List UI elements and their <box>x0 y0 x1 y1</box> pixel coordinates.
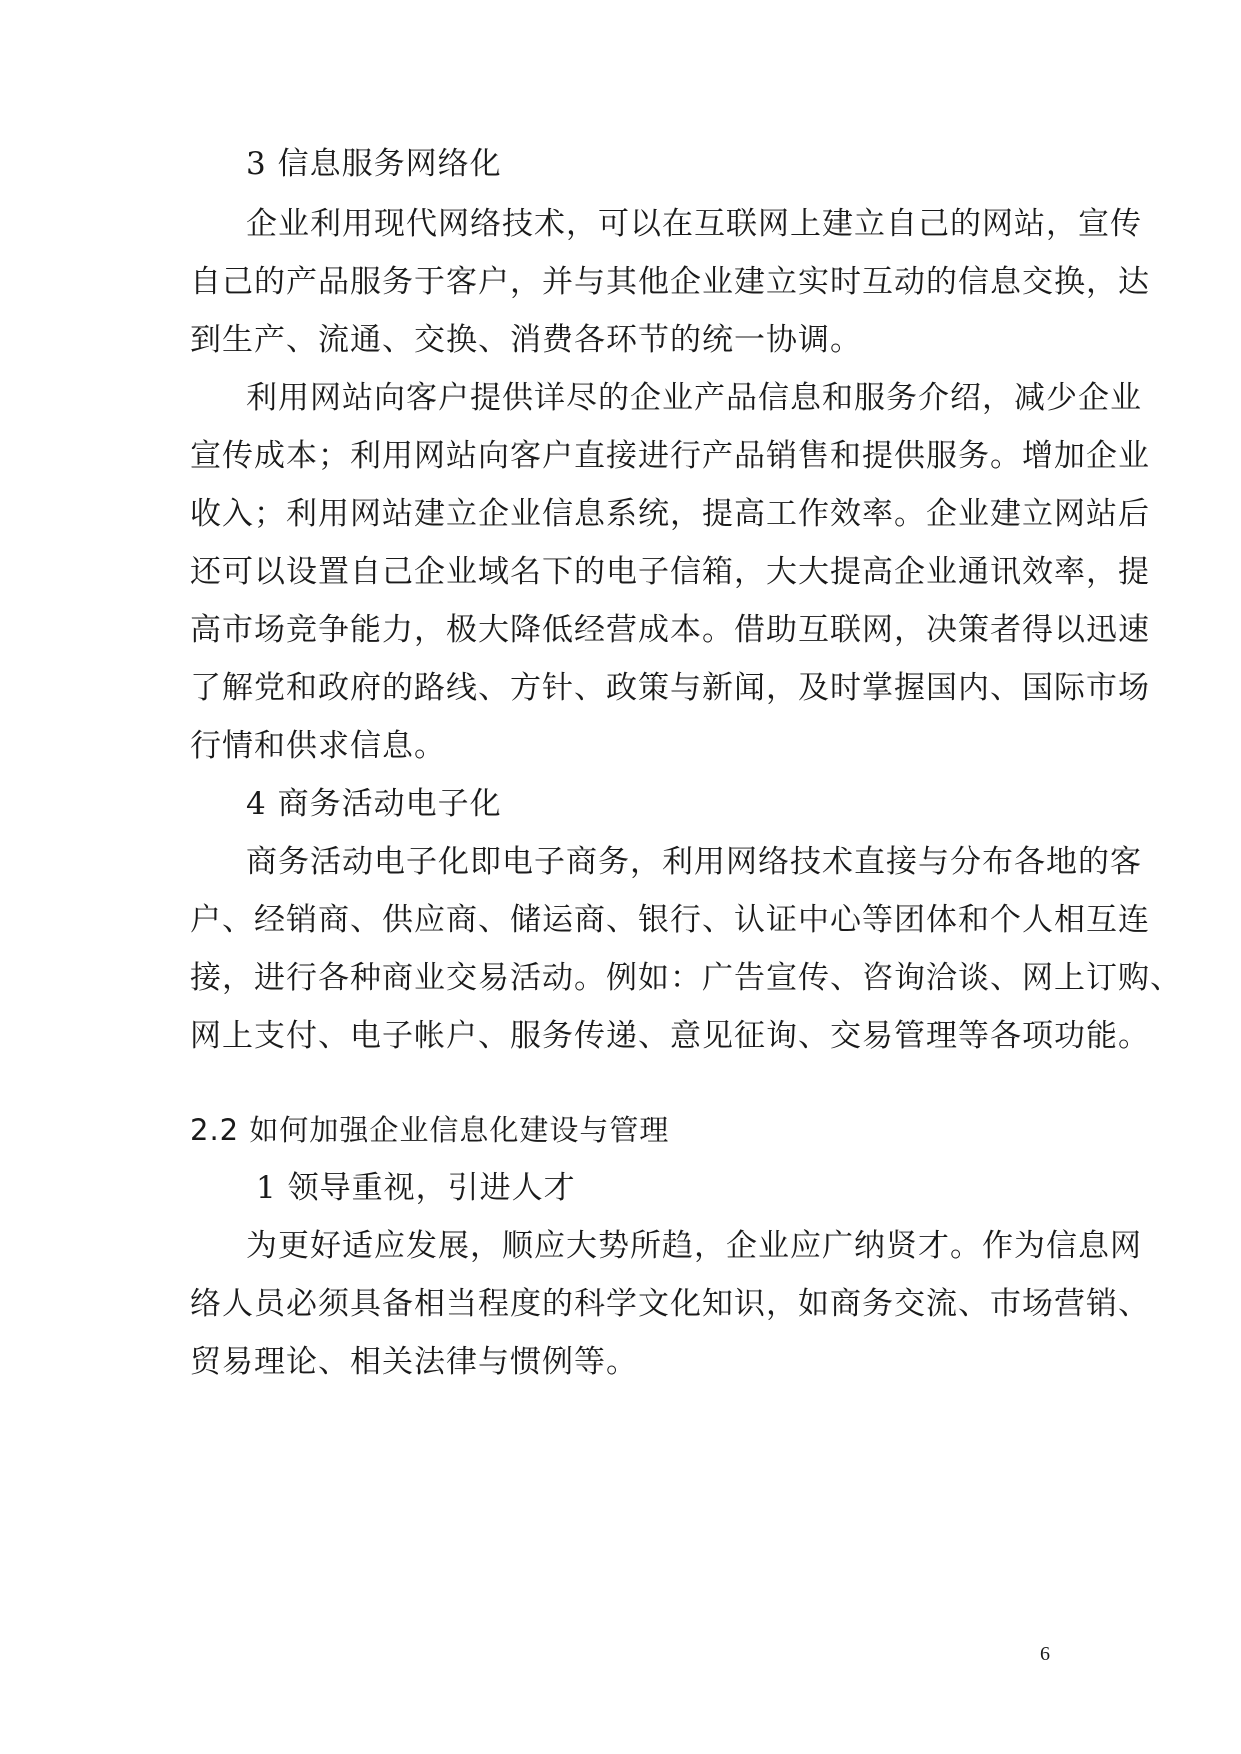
section-3-paragraph-2-line-1: 利用网站向客户提供详尽的企业产品信息和服务介绍，减少企业 <box>246 380 1142 416</box>
section-2-2-paragraph-1-line-3: 贸易理论、相关法律与惯例等。 <box>190 1344 638 1380</box>
section-4-paragraph-1-line-2: 户、经销商、供应商、储运商、银行、认证中心等团体和个人相互连 <box>190 902 1150 938</box>
section-3-paragraph-1-line-2: 自己的产品服务于客户，并与其他企业建立实时互动的信息交换，达 <box>190 264 1150 300</box>
section-4-paragraph-1-line-1: 商务活动电子化即电子商务，利用网络技术直接与分布各地的客 <box>246 844 1142 880</box>
section-4-paragraph-1-line-4: 网上支付、电子帐户、服务传递、意见征询、交易管理等各项功能。 <box>190 1018 1150 1054</box>
section-2-2-paragraph-1-line-1: 为更好适应发展，顺应大势所趋，企业应广纳贤才。作为信息网 <box>246 1228 1142 1264</box>
section-3-paragraph-2-line-7: 行情和供求信息。 <box>190 728 446 764</box>
section-3-paragraph-1-line-3: 到生产、流通、交换、消费各环节的统一协调。 <box>190 322 862 358</box>
section-3-paragraph-2-line-3: 收入；利用网站建立企业信息系统，提高工作效率。企业建立网站后 <box>190 496 1150 532</box>
section-2-2-paragraph-1-line-2: 络人员必须具备相当程度的科学文化知识，如商务交流、巿场营销、 <box>190 1286 1150 1322</box>
section-4-title: 4 商务活动电子化 <box>246 786 502 822</box>
section-3-paragraph-2-line-4: 还可以设置自己企业域名下的电子信箱，大大提高企业通讯效率，提 <box>190 554 1150 590</box>
section-3-title: 3 信息服务网络化 <box>246 146 502 182</box>
section-3-paragraph-2-line-5: 高市场竞争能力，极大降低经营成本。借助互联网，决策者得以迅速 <box>190 612 1150 648</box>
page-number: 6 <box>1040 1643 1050 1665</box>
section-3-paragraph-2-line-6: 了解党和政府的路线、方针、政策与新闻，及时掌握国内、国际市场 <box>190 670 1150 706</box>
section-3-paragraph-2-line-2: 宣传成本；利用网站向客户直接进行产品销售和提供服务。增加企业 <box>190 438 1150 474</box>
section-2-2-subheading-1: 1 领导重视，引进人才 <box>256 1170 576 1206</box>
section-2-2-heading: 2.2 如何加强企业信息化建设与管理 <box>190 1113 670 1147</box>
section-4-paragraph-1-line-3: 接，进行各种商业交易活动。例如：广告宣传、咨询洽谈、网上订购、 <box>190 960 1182 996</box>
section-3-paragraph-1-line-1: 企业利用现代网络技术，可以在互联网上建立自己的网站，宣传 <box>246 206 1142 242</box>
